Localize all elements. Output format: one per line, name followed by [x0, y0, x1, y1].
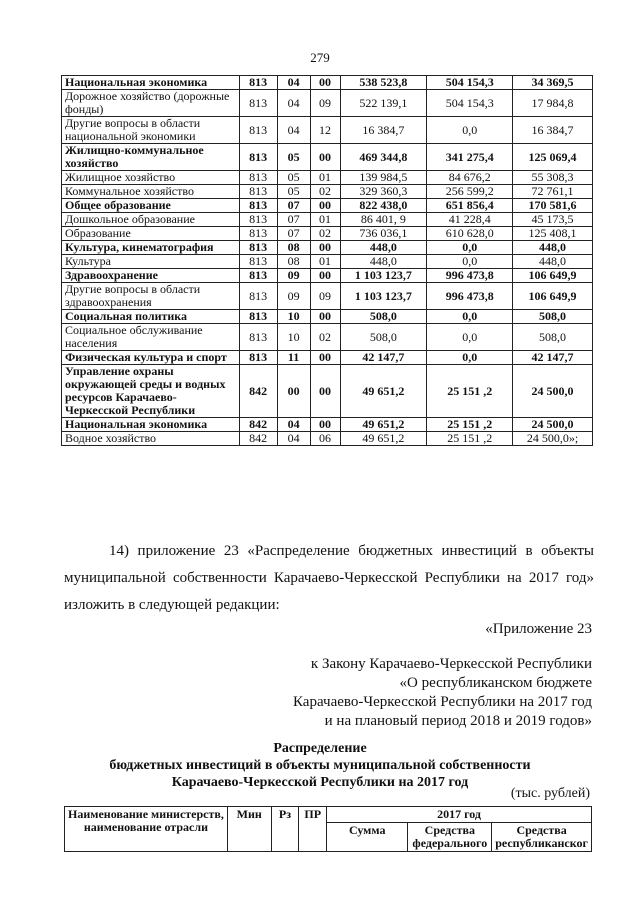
unit-label: (тыс. рублей)	[510, 786, 590, 801]
cell-min: 813	[239, 351, 277, 365]
cell-total: 49 651,2	[340, 418, 427, 432]
cell-name: Здравоохранение	[62, 269, 240, 283]
cell-min: 813	[239, 283, 277, 310]
cell-pr: 00	[310, 76, 340, 90]
cell-republican: 45 173,5	[513, 213, 593, 227]
cell-name: Физическая культура и спорт	[62, 351, 240, 365]
cell-federal: 0,0	[427, 310, 513, 324]
document-title	[0, 740, 640, 791]
cell-pr: 01	[310, 171, 340, 185]
cell-federal: 0,0	[427, 241, 513, 255]
cell-name: Жилищно-коммунальное хозяйство	[62, 144, 240, 171]
cell-total: 139 984,5	[340, 171, 427, 185]
cell-federal: 25 151 ,2	[427, 418, 513, 432]
cell-min: 813	[239, 199, 277, 213]
cell-republican: 16 384,7	[513, 117, 593, 144]
table-row	[62, 199, 593, 213]
cell-rz: 04	[277, 432, 310, 446]
cell-total: 329 360,3	[340, 185, 427, 199]
cell-min: 813	[239, 171, 277, 185]
cell-total: 469 344,8	[340, 144, 427, 171]
cell-min: 813	[239, 76, 277, 90]
cell-pr: 00	[310, 365, 340, 418]
title-line: бюджетных инвестиций в объекты муниципальной собственности	[109, 758, 531, 773]
cell-federal: 25 151 ,2	[427, 365, 513, 418]
cell-total: 522 139,1	[340, 90, 427, 117]
cell-min: 813	[239, 310, 277, 324]
investment-table-header	[64, 806, 592, 852]
cell-rz: 07	[277, 213, 310, 227]
appendix-line: Карачаево-Черкесской Республики на 2017 год	[293, 694, 592, 710]
cell-pr: 00	[310, 144, 340, 171]
cell-name: Национальная экономика	[62, 418, 240, 432]
amendment-paragraph	[64, 538, 594, 619]
table-row	[62, 144, 593, 171]
table-row	[62, 283, 593, 310]
cell-total: 42 147,7	[340, 351, 427, 365]
budget-table	[61, 75, 593, 446]
header-year: 2017 год	[327, 807, 592, 823]
table-row	[62, 269, 593, 283]
cell-name: Коммунальное хозяйство	[62, 185, 240, 199]
cell-total: 86 401, 9	[340, 213, 427, 227]
cell-pr: 09	[310, 283, 340, 310]
cell-total: 508,0	[340, 324, 427, 351]
cell-republican: 24 500,0»;	[513, 432, 593, 446]
cell-total: 1 103 123,7	[340, 283, 427, 310]
cell-republican: 508,0	[513, 310, 593, 324]
appendix-line: «О республиканском бюджете	[399, 675, 592, 691]
cell-pr: 01	[310, 213, 340, 227]
cell-republican: 34 369,5	[513, 76, 593, 90]
header-pr: ПР	[299, 807, 327, 852]
cell-rz: 07	[277, 227, 310, 241]
amendment-text: 14) приложение 23 «Распределение бюджетных инвестиций в объекты муниципальной собственности Карачаево-Черкесской Республики на 2017 год» изложить в следующей редакции:	[64, 543, 594, 613]
cell-republican: 448,0	[513, 255, 593, 269]
cell-federal: 0,0	[427, 117, 513, 144]
cell-name: Управление охраны окружающей среды и водных ресурсов Карачаево-Черкесской Республики	[62, 365, 240, 418]
cell-min: 813	[239, 324, 277, 351]
header-min: Мин	[227, 807, 271, 852]
cell-pr: 00	[310, 241, 340, 255]
cell-total: 49 651,2	[340, 365, 427, 418]
title-line: Карачаево-Черкесской Республики на 2017 год	[171, 775, 469, 790]
header-sum: Сумма	[327, 823, 408, 852]
cell-min: 842	[239, 418, 277, 432]
table-row	[62, 365, 593, 418]
cell-min: 813	[239, 241, 277, 255]
page-number: 279	[310, 50, 330, 65]
cell-rz: 08	[277, 255, 310, 269]
cell-name: Культура	[62, 255, 240, 269]
cell-rz: 04	[277, 90, 310, 117]
header-rz: Рз	[271, 807, 299, 852]
cell-republican: 508,0	[513, 324, 593, 351]
cell-federal: 0,0	[427, 255, 513, 269]
cell-rz: 05	[277, 144, 310, 171]
cell-federal: 341 275,4	[427, 144, 513, 171]
cell-federal: 84 676,2	[427, 171, 513, 185]
cell-republican: 448,0	[513, 241, 593, 255]
cell-min: 813	[239, 213, 277, 227]
cell-rz: 04	[277, 117, 310, 144]
cell-total: 508,0	[340, 310, 427, 324]
cell-name: Культура, кинематография	[62, 241, 240, 255]
cell-min: 842	[239, 432, 277, 446]
table-row	[62, 255, 593, 269]
table-row	[62, 117, 593, 144]
table-row	[62, 171, 593, 185]
cell-name: Дорожное хозяйство (дорожные фонды)	[62, 90, 240, 117]
header-federal: Средства федерального	[408, 823, 492, 852]
cell-pr: 00	[310, 310, 340, 324]
table-row	[62, 90, 593, 117]
cell-rz: 08	[277, 241, 310, 255]
cell-federal: 41 228,4	[427, 213, 513, 227]
table-row	[62, 351, 593, 365]
cell-rz: 11	[277, 351, 310, 365]
cell-republican: 55 308,3	[513, 171, 593, 185]
table-row	[62, 227, 593, 241]
cell-pr: 12	[310, 117, 340, 144]
cell-federal: 0,0	[427, 324, 513, 351]
cell-total: 16 384,7	[340, 117, 427, 144]
cell-rz: 04	[277, 418, 310, 432]
cell-name: Другие вопросы в области здравоохранения	[62, 283, 240, 310]
cell-name: Водное хозяйство	[62, 432, 240, 446]
header-name: Наименование министерств, наименование отрасли	[65, 807, 228, 852]
cell-min: 813	[239, 117, 277, 144]
cell-rz: 10	[277, 324, 310, 351]
cell-total: 538 523,8	[340, 76, 427, 90]
cell-federal: 651 856,4	[427, 199, 513, 213]
cell-min: 813	[239, 90, 277, 117]
cell-federal: 256 599,2	[427, 185, 513, 199]
cell-total: 736 036,1	[340, 227, 427, 241]
cell-federal: 25 151 ,2	[427, 432, 513, 446]
cell-pr: 00	[310, 199, 340, 213]
cell-rz: 07	[277, 199, 310, 213]
table-row	[62, 324, 593, 351]
cell-rz: 00	[277, 365, 310, 418]
cell-republican: 106 649,9	[513, 269, 593, 283]
cell-republican: 125 408,1	[513, 227, 593, 241]
cell-federal: 504 154,3	[427, 90, 513, 117]
cell-republican: 17 984,8	[513, 90, 593, 117]
cell-min: 842	[239, 365, 277, 418]
header-republican: Средства республиканског	[492, 823, 592, 852]
cell-republican: 72 761,1	[513, 185, 593, 199]
table-row	[62, 213, 593, 227]
cell-republican: 106 649,9	[513, 283, 593, 310]
cell-pr: 06	[310, 432, 340, 446]
appendix-label: «Приложение 23	[485, 621, 592, 637]
cell-pr: 02	[310, 324, 340, 351]
cell-name: Жилищное хозяйство	[62, 171, 240, 185]
cell-pr: 00	[310, 269, 340, 283]
cell-min: 813	[239, 269, 277, 283]
cell-republican: 42 147,7	[513, 351, 593, 365]
table-row	[62, 310, 593, 324]
cell-total: 49 651,2	[340, 432, 427, 446]
table-row	[62, 76, 593, 90]
appendix-line: и на плановый период 2018 и 2019 годов»	[324, 713, 592, 729]
cell-pr: 00	[310, 351, 340, 365]
cell-pr: 09	[310, 90, 340, 117]
cell-republican: 170 581,6	[513, 199, 593, 213]
appendix-reference	[293, 655, 592, 731]
cell-federal: 996 473,8	[427, 283, 513, 310]
cell-min: 813	[239, 227, 277, 241]
appendix-line: к Закону Карачаево-Черкесской Республики	[310, 656, 592, 672]
cell-republican: 24 500,0	[513, 418, 593, 432]
cell-federal: 610 628,0	[427, 227, 513, 241]
table-row	[62, 418, 593, 432]
cell-rz: 04	[277, 76, 310, 90]
cell-rz: 09	[277, 269, 310, 283]
cell-min: 813	[239, 185, 277, 199]
cell-total: 822 438,0	[340, 199, 427, 213]
cell-republican: 125 069,4	[513, 144, 593, 171]
cell-name: Общее образование	[62, 199, 240, 213]
table-row	[62, 185, 593, 199]
cell-name: Другие вопросы в области национальной экономики	[62, 117, 240, 144]
cell-min: 813	[239, 255, 277, 269]
cell-name: Социальная политика	[62, 310, 240, 324]
title-line: Распределение	[273, 741, 367, 756]
cell-name: Образование	[62, 227, 240, 241]
cell-federal: 996 473,8	[427, 269, 513, 283]
cell-min: 813	[239, 144, 277, 171]
cell-total: 448,0	[340, 255, 427, 269]
cell-rz: 05	[277, 171, 310, 185]
cell-rz: 09	[277, 283, 310, 310]
cell-rz: 10	[277, 310, 310, 324]
cell-pr: 02	[310, 227, 340, 241]
cell-republican: 24 500,0	[513, 365, 593, 418]
table-row	[62, 432, 593, 446]
cell-rz: 05	[277, 185, 310, 199]
cell-pr: 02	[310, 185, 340, 199]
table-row	[62, 241, 593, 255]
cell-federal: 504 154,3	[427, 76, 513, 90]
cell-name: Национальная экономика	[62, 76, 240, 90]
cell-pr: 01	[310, 255, 340, 269]
cell-federal: 0,0	[427, 351, 513, 365]
cell-total: 448,0	[340, 241, 427, 255]
cell-total: 1 103 123,7	[340, 269, 427, 283]
cell-name: Дошкольное образование	[62, 213, 240, 227]
cell-name: Социальное обслуживание населения	[62, 324, 240, 351]
cell-pr: 00	[310, 418, 340, 432]
